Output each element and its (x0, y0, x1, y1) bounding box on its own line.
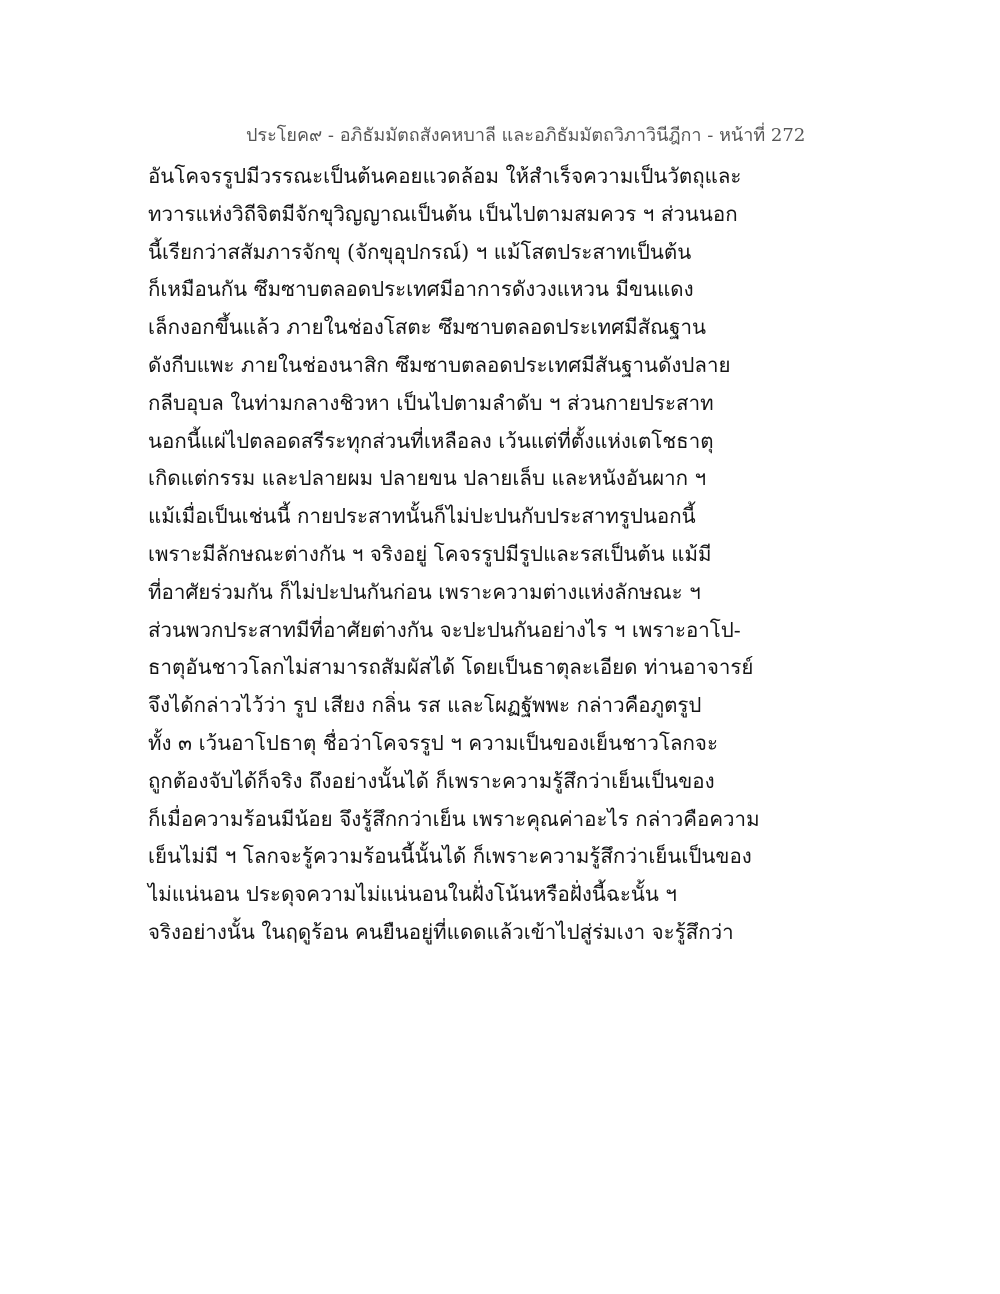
text-line: เกิดแต่กรรม และปลายผม ปลายขน ปลายเล็บ และหนังอันผาก ฯ (148, 466, 707, 491)
text-line: ถูกต้องจับได้ก็จริง ถึงอย่างนั้นได้ ก็เพราะความรู้สึกว่าเย็นเป็นของ (148, 768, 715, 793)
text-line: ทวารแห่งวิถีจิตมีจักขุวิญญาณเป็นต้น เป็นไปตามสมควร ฯ ส่วนนอก (148, 201, 738, 226)
body-text (148, 158, 760, 952)
text-line: แม้เมื่อเป็นเช่นนี้ กายประสาทนั้นก็ไม่ปะปนกับประสาทรูปนอกนี้ (148, 504, 696, 529)
text-line: ธาตุอันชาวโลกไม่สามารถสัมผัสได้ โดยเป็นธาตุละเอียด ท่านอาจารย์ (148, 655, 754, 680)
text-line: เพราะมีลักษณะต่างกัน ฯ จริงอยู่ โคจรรูปมีรูปและรสเป็นต้น แม้มี (148, 541, 712, 566)
text-line: ก็เมื่อความร้อนมีน้อย จึงรู้สึกกว่าเย็น เพราะคุณค่าอะไร กล่าวคือความ (148, 806, 760, 831)
text-line: เล็กงอกขึ้นแล้ว ภายในช่องโสตะ ซึมซาบตลอดประเทศมีสัณฐาน (148, 315, 707, 340)
text-line: กลีบอุบล ในท่ามกลางชิวหา เป็นไปตามลำดับ ฯ ส่วนกายประสาท (148, 390, 714, 415)
text-line: ไม่แน่นอน ประดุจความไม่แน่นอนในฝั่งโน้นหรือฝั่งนี้ฉะนั้น ฯ (148, 882, 677, 907)
running-header: ประโยค๙ - อภิธัมมัตถสังคหบาลี และอภิธัมมัตถวิภาวินีฎีกา - หน้าที่ 272 (246, 125, 806, 146)
text-line: ส่วนพวกประสาทมีที่อาศัยต่างกัน จะปะปนกันอย่างไร ฯ เพราะอาโป- (148, 617, 741, 642)
text-line: นี้เรียกว่าสสัมภารจักขุ (จักขุอุปกรณ์) ฯ แม้โสตประสาทเป็นต้น (148, 239, 692, 264)
text-line: ก็เหมือนกัน ซึมซาบตลอดประเทศมีอาการดังวงแหวน มีขนแดง (148, 277, 694, 302)
text-line: ทั้ง ๓ เว้นอาโปธาตุ ชื่อว่าโคจรรูป ฯ ความเป็นของเย็นชาวโลกจะ (148, 730, 718, 755)
text-line: อันโคจรรูปมีวรรณะเป็นต้นคอยแวดล้อม ให้สำเร็จความเป็นวัตถุและ (148, 164, 742, 188)
text-line: จริงอย่างนั้น ในฤดูร้อน คนยืนอยู่ที่แดดแล้วเข้าไปสู่ร่มเงา จะรู้สึกว่า (148, 919, 734, 944)
text-line: จึงได้กล่าวไว้ว่า รูป เสียง กลิ่น รส และโผฏฐัพพะ กล่าวคือภูตรูป (148, 693, 702, 718)
text-line: นอกนี้แผ่ไปตลอดสรีระทุกส่วนที่เหลือลง เว้นแต่ที่ตั้งแห่งเตโชธาตุ (148, 428, 714, 453)
text-line: เย็นไม่มี ฯ โลกจะรู้ความร้อนนี้นั้นได้ ก็เพราะความรู้สึกว่าเย็นเป็นของ (148, 844, 752, 869)
text-line: ที่อาศัยร่วมกัน ก็ไม่ปะปนกันก่อน เพราะความต่างแห่งลักษณะ ฯ (148, 579, 701, 604)
text-line: ดังกีบแพะ ภายในช่องนาสิก ซึมซาบตลอดประเทศมีสันฐานดังปลาย (148, 352, 731, 377)
